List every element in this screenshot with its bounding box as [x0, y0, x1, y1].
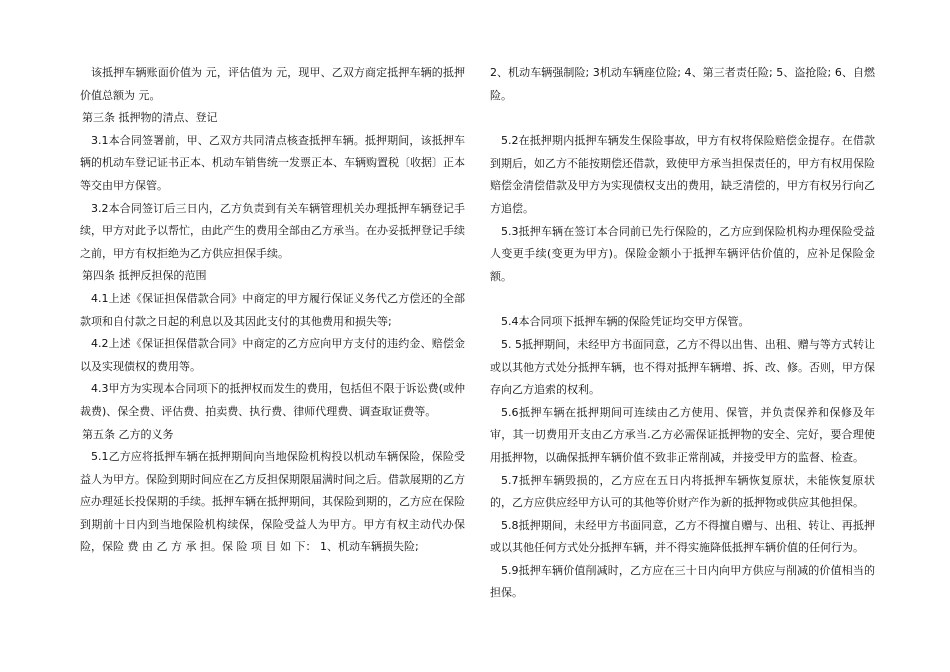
paragraph-5-4: 5.4本合同项下抵押车辆的保险凭证均交甲方保管。	[501, 315, 750, 329]
paragraph-5-3: 5.3抵押车辆在签订本合同前已先行保险的，乙方应到保险机构办理保险受益人变更手续(变更为甲方)。保险金额小于抵押车辆评估价值的，应补足保险金额。	[490, 224, 875, 283]
spacer	[490, 107, 875, 130]
paragraph-4-3: 4.3甲方为实现本合同项下的抵押权而发生的费用，包括但不限于诉讼费(或仲裁费)、保全费、评估费、拍卖费、执行费、律师代理费、调查取证费等。	[80, 382, 465, 418]
right-column	[490, 62, 875, 605]
heading-article-4: 第四条 抵押反担保的范围	[82, 269, 207, 283]
paragraph-5-5: 5. 5抵押期间，未经甲方书面同意，乙方不得以出售、出租、赠与等方式转让或以其他方式处分抵押车辆，也不得对抵押车辆增、拆、改、修。否则，甲方保存向乙方追索的权利。	[490, 337, 875, 397]
paragraph-vehicle-value: 该抵押车辆账面价值为 元，评估值为 元，现甲、乙双方商定抵押车辆的抵押价值总额为 元。	[80, 66, 465, 102]
paragraph-5-1: 5.1乙方应将抵押车辆在抵押期间向当地保险机构投以机动车辆保险，保险受益人为甲方。保险到期时间应在乙方反担保期限届满时间之后。借款展期的乙方应办理延长投保期的手续。抵押车辆在抵押期间，其保险到期的，乙方应在保险到期前十日内到当地保险机构续保，保险受益人为甲方。甲方有权主动代办保险，保险 费 由 乙 方 承 担。保 险 项 目 如 下： 1、机动车辆损失险;	[80, 450, 465, 554]
paragraph-5-6: 5.6抵押车辆在抵押期间可连续由乙方使用、保管，并负责保养和保修及年审，其一切费用开支由乙方承当.乙方必需保证抵押物的安全、完好，要合理使用抵押物，以确保抵押车辆价值不致非正常削减，并接受甲方的监督、检查。	[490, 405, 875, 464]
spacer	[490, 288, 875, 311]
paragraph-5-8: 5.8抵押期间，未经甲方书面同意，乙方不得擅自赠与、出租、转让、再抵押或以其他任何方式处分抵押车辆，并不得实施降低抵押车辆价值的任何行为。	[490, 518, 875, 555]
paragraph-5-1-continued: 2、机动车辆强制险; 3机动车辆座位险; 4、第三者责任险; 5、盗抢险; 6、自燃险。	[490, 66, 875, 102]
left-column	[80, 62, 465, 559]
paragraph-4-2: 4.2上述《保证担保借款合同》中商定的乙方应向甲方支付的违约金、赔偿金以及实现债权的费用等。	[80, 337, 465, 373]
paragraph-3-1: 3.1本合同签署前，甲、乙双方共同清点核查抵押车辆。抵押期间，该抵押车辆的机动车登记证书正本、机动车销售统一发票正本、车辆购置税〔收据〕正本等交由甲方保管。	[80, 133, 465, 192]
heading-article-3: 第三条 抵押物的清点、登记	[82, 111, 218, 125]
paragraph-4-1: 4.1上述《保证担保借款合同》中商定的甲方履行保证义务代乙方偿还的全部款项和自付款之日起的利息以及其因此支付的其他费用和损失等;	[80, 291, 465, 328]
paragraph-3-2: 3.2本合同签订后三日内，乙方负责到有关车辆管理机关办理抵押车辆登记手续，甲方对此予以帮忙，由此产生的费用全部由乙方承当。在办妥抵押登记手续之前，甲方有权拒绝为乙方供应担保手续。	[80, 201, 465, 260]
paragraph-5-7: 5.7抵押车辆毁损的，乙方应在五日内将抵押车辆恢复原状，未能恢复原状的，乙方应供应经甲方认可的其他等价财产作为新的抵押物或供应其他担保。	[490, 473, 875, 510]
paragraph-5-9: 5.9抵押车辆价值削减时，乙方应在三十日内向甲方供应与削减的价值相当的担保。	[490, 563, 875, 600]
heading-article-5: 第五条 乙方的义务	[82, 427, 174, 441]
paragraph-5-2: 5.2在抵押期内抵押车辆发生保险事故，甲方有权将保险赔偿金提存。在借款到期后，如乙方不能按期偿还借款，致使甲方承当担保责任的，甲方有权用保险赔偿金清偿借款及甲方为实现债权支出的费用，缺乏清偿的，甲方有权另行向乙方追偿。	[490, 134, 875, 215]
